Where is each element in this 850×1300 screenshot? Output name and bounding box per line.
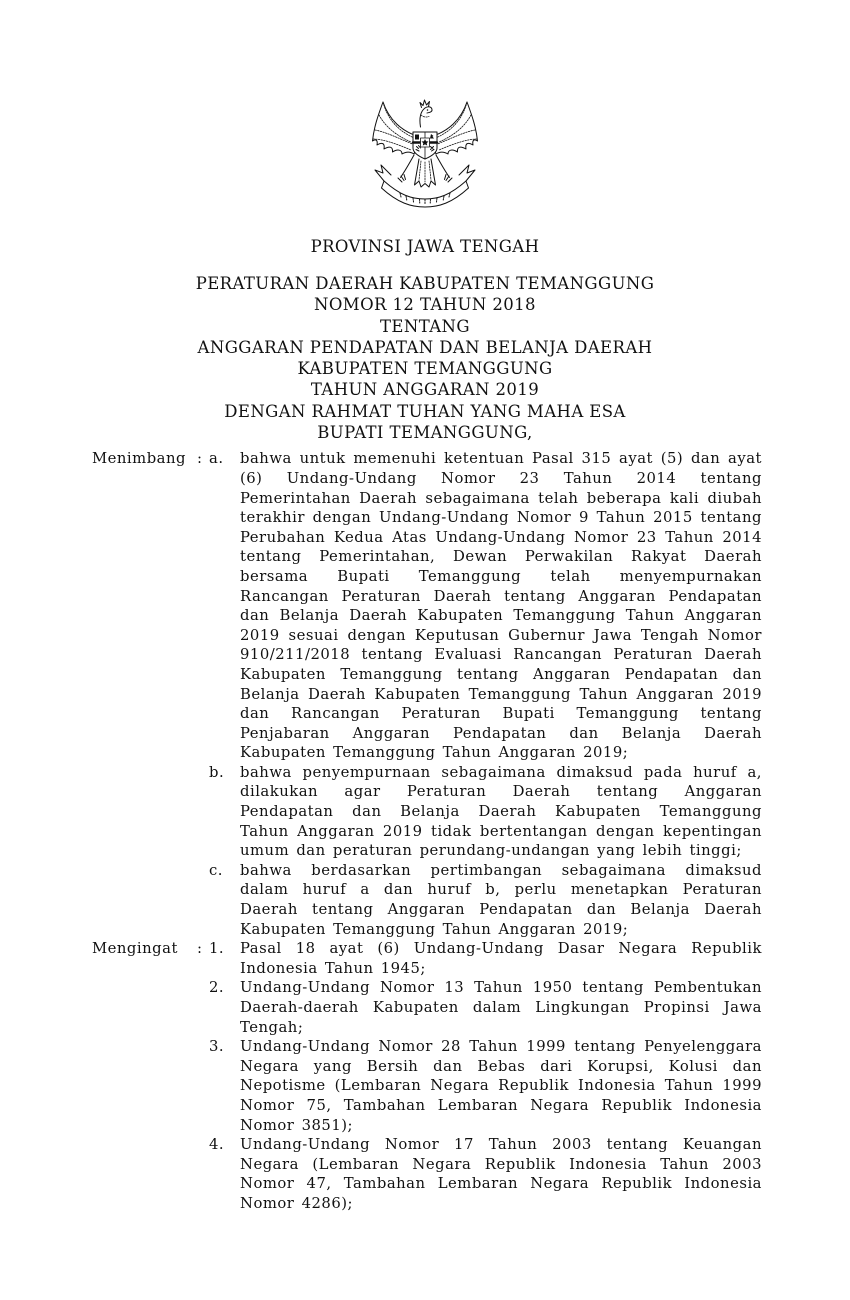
garuda-left-wing bbox=[373, 102, 418, 154]
text-line: Daerah-daerah Kabupaten dalam Lingkungan Propinsi Jawa bbox=[240, 999, 762, 1016]
title-line: ANGGARAN PENDAPATAN DAN BELANJA DAERAH bbox=[197, 337, 653, 357]
text-line: Belanja Daerah Kabupaten Temanggung Tahun Anggaran 2019 bbox=[240, 685, 762, 703]
title-line: DENGAN RAHMAT TUHAN YANG MAHA ESA bbox=[224, 401, 626, 421]
text-line: Nomor 4286); bbox=[240, 1194, 353, 1212]
text-line: Pemerintahan Daerah sebagaimana telah beberapa kali diubah bbox=[240, 489, 762, 507]
text-line: Undang-Undang Nomor 17 Tahun 2003 tentang Keuangan bbox=[240, 1136, 762, 1154]
mengingat-item-2 bbox=[92, 978, 850, 1037]
item-text bbox=[240, 763, 762, 861]
text-line: Undang-Undang Nomor 13 Tahun 1950 tentang Pembentukan bbox=[240, 979, 762, 997]
item-text bbox=[240, 449, 762, 763]
item-text bbox=[240, 978, 762, 1037]
text-line: Tahun Anggaran 2019 tidak bertentangan dengan kepentingan bbox=[240, 822, 762, 840]
text-line: tentang Pemerintahan, Dewan Perwakilan Rakyat Daerah bbox=[240, 548, 762, 566]
garuda-head bbox=[420, 100, 432, 127]
text-line: Nomor 3851); bbox=[240, 1116, 353, 1134]
text-line: Rancangan Peraturan Daerah tentang Anggaran Pendapatan bbox=[240, 587, 762, 605]
title-line: TENTANG bbox=[380, 316, 470, 336]
title-line: TAHUN ANGGARAN 2019 bbox=[310, 380, 540, 400]
section-separator: : bbox=[197, 940, 203, 958]
text-line: Kabupaten Temanggung tentang Anggaran Pendapatan dan bbox=[240, 665, 762, 683]
text-line: Daerah tentang Anggaran Pendapatan dan Belanja Daerah bbox=[240, 901, 762, 919]
section-label: Mengingat bbox=[92, 940, 178, 958]
section-label: Menimbang bbox=[92, 450, 186, 468]
menimbang-item-c bbox=[92, 861, 850, 939]
text-line: Nomor 75, Tambahan Lembaran Negara Republik Indonesia bbox=[240, 1096, 762, 1114]
text-line: Penjabaran Anggaran Pendapatan dan Belanja Daerah bbox=[240, 724, 762, 742]
text-line: dalam huruf a dan huruf b, perlu menetapkan Peraturan bbox=[240, 881, 762, 899]
mengingat-item-4 bbox=[92, 1135, 850, 1213]
text-line: bahwa untuk memenuhi ketentuan Pasal 315 ayat (5) dan ayat bbox=[240, 450, 762, 468]
text-line: dan Rancangan Peraturan Bupati Temanggung tentang bbox=[240, 705, 762, 723]
garuda-shield bbox=[413, 132, 437, 159]
title-block bbox=[0, 273, 850, 443]
item-text bbox=[240, 939, 762, 978]
text-line: Undang-Undang Nomor 28 Tahun 1999 tentang Penyelenggara bbox=[240, 1038, 762, 1056]
text-line: (6) Undang-Undang Nomor 23 Tahun 2014 tentang bbox=[240, 469, 762, 487]
garuda-right-wing bbox=[433, 102, 478, 154]
item-text bbox=[240, 1037, 762, 1135]
item-marker: c. bbox=[209, 861, 223, 879]
menimbang-item-a bbox=[92, 449, 850, 763]
text-line: Indonesia Tahun 1945; bbox=[240, 959, 426, 977]
text-line: Pendapatan dan Belanja Daerah Kabupaten Temanggung bbox=[240, 803, 762, 821]
item-marker: a. bbox=[209, 450, 224, 468]
item-marker: b. bbox=[209, 763, 225, 781]
title-line: PERATURAN DAERAH KABUPATEN TEMANGGUNG bbox=[195, 274, 655, 293]
text-line: bahwa penyempurnaan sebagaimana dimaksud pada huruf a, bbox=[240, 763, 762, 781]
text-line: umum dan peraturan perundang-undangan yang lebih tinggi; bbox=[240, 842, 742, 860]
province-heading: PROVINSI JAWA TENGAH bbox=[310, 237, 540, 256]
mengingat-item-1 bbox=[92, 939, 850, 978]
garuda-pancasila-emblem bbox=[369, 95, 481, 213]
section-separator: : bbox=[197, 450, 203, 468]
item-marker: 1. bbox=[209, 940, 225, 958]
text-line: Perubahan Kedua Atas Undang-Undang Nomor 23 Tahun 2014 bbox=[240, 528, 762, 546]
text-line: Tengah; bbox=[240, 1018, 304, 1036]
text-line: Kabupaten Temanggung Tahun Anggaran 2019; bbox=[240, 920, 629, 938]
text-line: Negara yang Bersih dan Bebas dari Korupsi, Kolusi dan bbox=[240, 1057, 762, 1075]
text-line: Pasal 18 ayat (6) Undang-Undang Dasar Negara Republik bbox=[240, 940, 762, 958]
text-line: dan Belanja Daerah Kabupaten Temanggung Tahun Anggaran bbox=[240, 607, 762, 625]
text-line: Nepotisme (Lembaran Negara Republik Indonesia Tahun 1999 bbox=[240, 1077, 762, 1095]
text-line: bersama Bupati Temanggung telah menyempurnakan bbox=[240, 567, 762, 585]
item-text bbox=[240, 861, 762, 939]
text-line: dilakukan agar Peraturan Daerah tentang Anggaran bbox=[240, 783, 762, 801]
text-line: Kabupaten Temanggung Tahun Anggaran 2019; bbox=[240, 744, 629, 762]
text-line: 2019 sesuai dengan Keputusan Gubernur Jawa Tengah Nomor bbox=[240, 626, 762, 644]
mengingat-item-3 bbox=[92, 1037, 850, 1135]
text-line: bahwa berdasarkan pertimbangan sebagaimana dimaksud bbox=[240, 861, 762, 879]
text-line: 910/211/2018 tentang Evaluasi Rancangan Peraturan Daerah bbox=[240, 646, 762, 664]
item-marker: 4. bbox=[209, 1136, 225, 1154]
title-line: KABUPATEN TEMANGGUNG bbox=[297, 359, 553, 379]
text-line: terakhir dengan Undang-Undang Nomor 9 Tahun 2015 tentang bbox=[240, 509, 762, 527]
title-line: NOMOR 12 TAHUN 2018 bbox=[314, 295, 536, 315]
title-line: BUPATI TEMANGGUNG, bbox=[317, 423, 533, 443]
item-text bbox=[240, 1135, 762, 1213]
text-line: Negara (Lembaran Negara Republik Indonesia Tahun 2003 bbox=[240, 1155, 762, 1173]
item-marker: 3. bbox=[209, 1038, 225, 1056]
garuda-tail bbox=[415, 159, 436, 187]
text-line: Nomor 47, Tambahan Lembaran Negara Republik Indonesia bbox=[240, 1175, 762, 1193]
item-marker: 2. bbox=[209, 979, 225, 997]
menimbang-item-b bbox=[92, 763, 850, 861]
document-body bbox=[0, 449, 850, 1213]
